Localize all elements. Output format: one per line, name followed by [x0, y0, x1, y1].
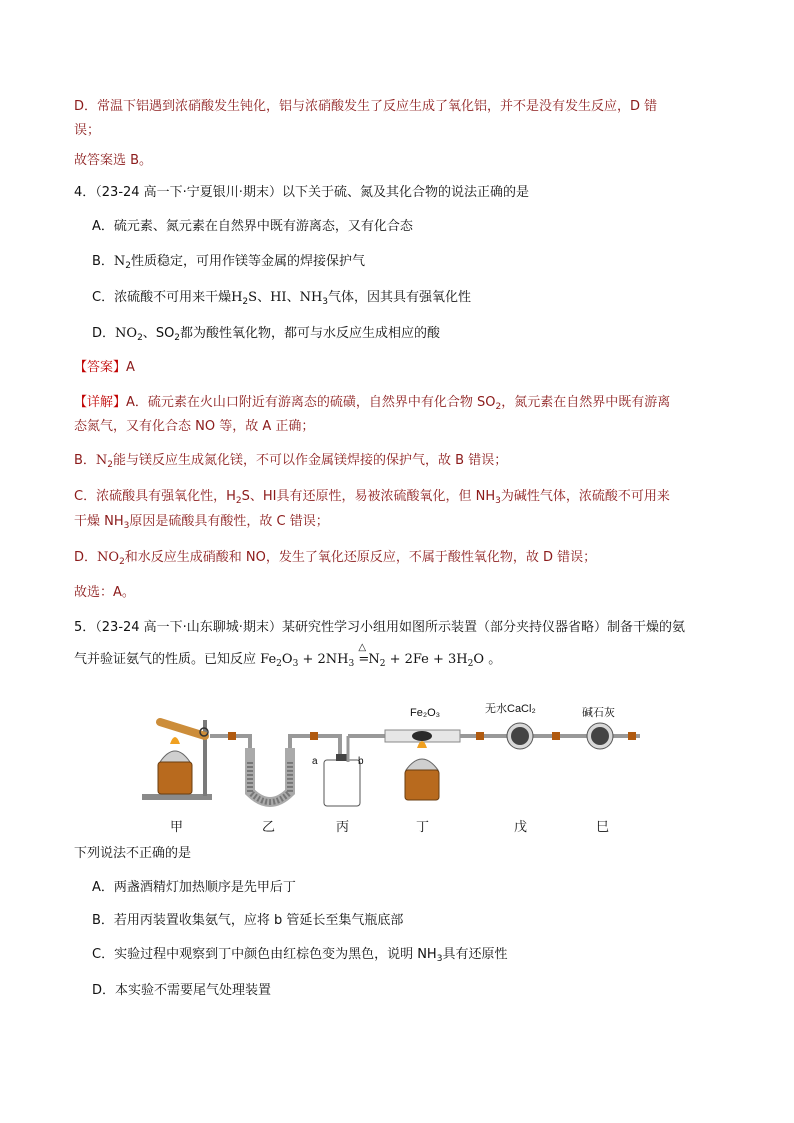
q4-detail-c-line1: C．浓硫酸具有强氧化性，$H_2S$、HI具有还原性，易被浓硫酸氧化，但 $NH_3$为碱性气体，浓硫酸不可用来 — [74, 489, 670, 506]
q4-stem: 4．（23-24 高一下·宁夏银川·期末）以下关于硫、氮及其化合物的说法正确的是 — [74, 185, 529, 200]
connector-5 — [628, 732, 636, 740]
q4-option-b: B．$N_2$性质稳定，可用作镁等金属的焊接保护气 — [92, 254, 366, 271]
flame-jia — [170, 737, 180, 744]
lamp-jia-top — [160, 751, 190, 762]
q4-detail-d: D．$NO_2$和水反应生成硝酸和 NO，发生了氧化还原反应，不属于酸性氧化物，故 D 错误； — [74, 550, 597, 567]
q4-option-c: C．浓硫酸不可用来干燥$H_2S$、HI、$NH_3$气体，因其具有强氧化性 — [92, 290, 472, 307]
label-cacl2: 无水CaCl₂ — [485, 703, 536, 715]
label-fe2o3: Fe₂O₃ — [410, 707, 441, 719]
prev-d-line1: D．常温下铝遇到浓硝酸发生钝化，铝与浓硝酸发生了反应生成了氧化铝，并不是没有发生反应，D 错 — [74, 99, 658, 114]
test-tube — [160, 722, 205, 736]
caption-wu: 戊 — [514, 820, 528, 835]
collection-bottle — [324, 760, 360, 806]
q4-conclusion: 故选：A。 — [74, 585, 135, 600]
connector-2 — [310, 732, 318, 740]
q4-detail-b: B．$N_2$能与镁反应生成氮化镁，不可以作金属镁焊接的保护气，故 B 错误； — [74, 453, 508, 470]
q4-detail-a-line2: 态氮气，又有化合态 NO 等，故 A 正确； — [74, 419, 315, 434]
reaction-equation: $Fe_2O_3 + 2NH_3$ △ $=N_2 + 2Fe + 3H_2O$ — [260, 652, 488, 667]
caption-ding: 丁 — [416, 820, 430, 835]
cacl2-fill — [511, 727, 529, 745]
fe2o3-sample — [412, 731, 432, 741]
prev-conclusion: 故答案选 B。 — [74, 153, 153, 168]
q4-detail-a-line1: 【详解】A．硫元素在火山口附近有游离态的硫磺，自然界中有化合物 $SO_2$，氮元素在自然界中既有游离 — [74, 395, 671, 412]
q4-option-a: A．硫元素、氮元素在自然界中既有游离态，又有化合态 — [92, 219, 413, 234]
caption-bing: 丙 — [336, 820, 350, 835]
q5-option-c: C．实验过程中观察到丁中颜色由红棕色变为黑色，说明 $NH_3$具有还原性 — [92, 947, 508, 964]
lamp-jia-body — [158, 762, 192, 794]
caption-si: 巳 — [596, 820, 610, 835]
bottle-stopper — [336, 754, 348, 761]
stand-base — [142, 794, 212, 800]
soda-lime-fill — [591, 727, 609, 745]
q4-answer: 【答案】A — [74, 360, 135, 375]
caption-yi: 乙 — [262, 820, 276, 835]
caption-jia: 甲 — [170, 820, 184, 835]
connector-1 — [228, 732, 236, 740]
u-tube-filling — [250, 762, 290, 802]
delta-symbol: △ — [358, 642, 367, 653]
label-soda-lime: 碱石灰 — [582, 707, 615, 719]
q5-option-b: B．若用丙装置收集氨气，应将 b 管延长至集气瓶底部 — [92, 913, 404, 928]
q4-detail-c-line2: 干燥 $NH_3$原因是硫酸具有酸性，故 C 错误； — [74, 514, 329, 531]
prev-d-line2: 误； — [74, 123, 101, 138]
apparatus-figure — [140, 692, 660, 837]
q4-option-d: D．$NO_2$、$SO_2$都为酸性氧化物，都可与水反应生成相应的酸 — [92, 326, 441, 343]
q5-option-d: D．本实验不需要尾气处理装置 — [92, 983, 272, 998]
label-a: a — [312, 756, 318, 767]
q5-stem-line2: 气并验证氨气的性质。已知反应 $Fe_2O_3 + 2NH_3$ △ $=N_2 + 2Fe + 3H_2O$ 。 — [74, 650, 734, 674]
q5-stem-line1: 5．（23-24 高一下·山东聊城·期末）某研究性学习小组用如图所示装置（部分夹持仪器省略）制备干燥的氨 — [74, 620, 685, 635]
lamp-ding-body — [405, 770, 439, 800]
q5-option-a: A．两盏酒精灯加热顺序是先甲后丁 — [92, 880, 296, 895]
lamp-ding-top — [406, 759, 438, 770]
apparatus-diagram — [140, 692, 660, 837]
label-b: b — [358, 756, 364, 767]
connector-3 — [476, 732, 484, 740]
connector-4 — [552, 732, 560, 740]
q5-question: 下列说法不正确的是 — [74, 846, 192, 861]
